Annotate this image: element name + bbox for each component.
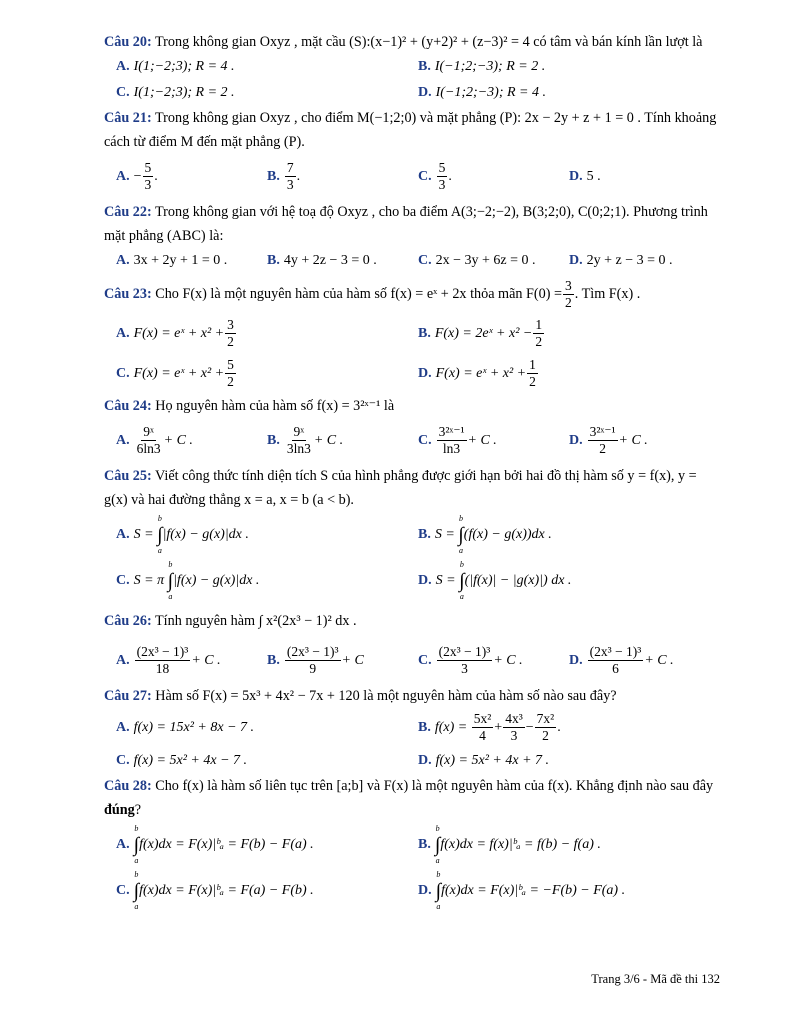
question-26: Câu 26: Tính nguyên hàm ∫ x²(2x³ − 1)² dx .: [104, 613, 357, 629]
option-c[interactable]: C. $\frac{5}{3}$ .: [418, 160, 452, 193]
answer-row: [104, 354, 720, 394]
page-footer: Trang 3/6 - Mã đề thi 132: [591, 972, 720, 986]
option-a[interactable]: A. I(1;−2;3); R = 4 .: [116, 59, 235, 74]
question-27: Câu 27: Hàm số F(x) = 5x³ + 4x² − 7x + 120 là một nguyên hàm của hàm số nào sau đây?: [104, 688, 617, 704]
answer-row: [104, 748, 720, 774]
option-b[interactable]: B. S = b ∫ a (f(x) − g(x))dx .: [418, 513, 552, 555]
option-b[interactable]: B. 4y + 2z − 3 = 0 .: [267, 253, 377, 268]
option-a[interactable]: A. S = b ∫ a |f(x) − g(x)|dx .: [116, 513, 249, 555]
answer-row: [104, 822, 720, 868]
answer-row: [104, 80, 720, 106]
option-b[interactable]: B. f(x) = $\frac{\text{5x²}}{4}$ + $\frac{\text{4x³}}{3}$ − $\frac{\text{7x²}}{2}$ .: [418, 711, 561, 744]
option-d[interactable]: D. b ∫ a f(x)dx = F(x)|ᵇₐ = −F(b) − F(a) .: [418, 869, 626, 911]
exam-page: [104, 30, 720, 914]
question-number: Câu 20:: [104, 34, 152, 50]
option-c[interactable]: C. 2x − 3y + 6z = 0 .: [418, 253, 536, 268]
option-d[interactable]: D. $\frac{\text{3²ˣ⁻¹}}{2}$ + C .: [569, 424, 648, 457]
answer-row: [104, 418, 720, 464]
option-b[interactable]: B. F(x) = 2eˣ + x² − $\frac{1}{2}$: [418, 317, 543, 350]
question-24: Câu 24: Họ nguyên hàm của hàm số f(x) = 3²ˣ⁻¹ là: [104, 398, 395, 414]
option-c[interactable]: C. I(1;−2;3); R = 2 .: [116, 85, 235, 100]
option-a[interactable]: A. b ∫ a f(x)dx = F(x)|ᵇₐ = F(b) − F(a) .: [116, 823, 314, 865]
question-28: Câu 28: Cho f(x) là hàm số liên tục trên [a;b] và F(x) là một nguyên hàm của f(x). Khẳng định nào sau đây đúng?: [104, 778, 714, 818]
question-22: Câu 22: Trong không gian với hệ toạ độ Oxyz , cho ba điểm A(3;−2;−2), B(3;2;0), C(0;2;1). Phương trình mặt phẳng (ABC) là:: [104, 204, 708, 244]
option-a[interactable]: A. $\frac{\text{9ˣ}}{6\ln 3}$ + C .: [116, 424, 193, 457]
option-c[interactable]: C. f(x) = 5x² + 4x − 7 .: [116, 753, 248, 768]
question-25: Câu 25: Viết công thức tính diện tích S của hình phẳng được giới hạn bởi hai đồ thị hàm số y = f(x), y = g(x) và hai đường thẳng x = a, x = b (a < b).: [104, 468, 697, 508]
option-b[interactable]: B. $\frac{\text{(2x³ − 1)³}}{9}$ + C: [267, 644, 364, 677]
option-c[interactable]: C. $\frac{\text{3²ˣ⁻¹}}{\ln 3}$ + C .: [418, 424, 497, 457]
option-d[interactable]: D. 5 .: [569, 169, 601, 184]
question-text: Trong không gian Oxyz , mặt cầu (S):(x−1)² + (y+2)² + (z−3)² = 4 có tâm và bán kính lần lượt là: [155, 34, 703, 50]
option-c[interactable]: C. $\frac{\text{(2x³ − 1)³}}{3}$ + C .: [418, 644, 523, 677]
answer-row: [104, 558, 720, 604]
option-c[interactable]: C. b ∫ a f(x)dx = F(x)|ᵇₐ = F(a) − F(b) .: [116, 869, 314, 911]
option-b[interactable]: B. $\frac{\text{9ˣ}}{3\ln 3}$ + C .: [267, 424, 344, 457]
question-23: Câu 23: Cho F(x) là một nguyên hàm của hàm số f(x) = eˣ + 2x thỏa mãn F(0) = $\frac{3}{2}$ . Tìm F(x) .: [104, 278, 641, 311]
option-c[interactable]: C. F(x) = eˣ + x² + $\frac{5}{2}$: [116, 357, 234, 390]
option-b[interactable]: B. b ∫ a f(x)dx = f(x)|ᵇₐ = f(b) − f(a) .: [418, 823, 601, 865]
answer-row: [104, 314, 720, 354]
option-b[interactable]: B. I(−1;2;−3); R = 2 .: [418, 59, 546, 74]
option-d[interactable]: D. F(x) = eˣ + x² + $\frac{1}{2}$: [418, 357, 536, 390]
option-d[interactable]: D. $\frac{\text{(2x³ − 1)³}}{6}$ + C .: [569, 644, 674, 677]
option-d[interactable]: D. S = b ∫ a (|f(x)| − |g(x)|) dx .: [418, 559, 572, 601]
answer-row: [104, 512, 720, 558]
answer-row: [104, 868, 720, 914]
answer-row: [104, 54, 720, 80]
option-d[interactable]: D. f(x) = 5x² + 4x + 7 .: [418, 753, 550, 768]
answer-row: [104, 248, 720, 274]
option-d[interactable]: D. 2y + z − 3 = 0 .: [569, 253, 673, 268]
option-d[interactable]: D. I(−1;2;−3); R = 4 .: [418, 85, 546, 100]
option-c[interactable]: C. S = π b ∫ a |f(x) − g(x)|dx .: [116, 559, 260, 601]
option-a[interactable]: A. F(x) = eˣ + x² + $\frac{3}{2}$: [116, 317, 234, 350]
option-a[interactable]: A. − $\frac{5}{3}$ .: [116, 160, 158, 193]
question-21: Câu 21: Trong không gian Oxyz , cho điểm M(−1;2;0) và mặt phẳng (P): 2x − 2y + z + 1 = 0 . Tính khoảng cách từ điểm M đến mặt phẳng (P).: [104, 110, 717, 150]
question-20: [104, 30, 720, 54]
option-a[interactable]: A. 3x + 2y + 1 = 0 .: [116, 253, 228, 268]
option-b[interactable]: B. $\frac{7}{3}$ .: [267, 160, 301, 193]
option-a[interactable]: A. f(x) = 15x² + 8x − 7 .: [116, 720, 255, 735]
answer-row: [104, 638, 720, 684]
option-a[interactable]: A. $\frac{\text{(2x³ − 1)³}}{18}$ + C .: [116, 644, 221, 677]
answer-row: [104, 708, 720, 748]
answer-row: [104, 154, 720, 200]
